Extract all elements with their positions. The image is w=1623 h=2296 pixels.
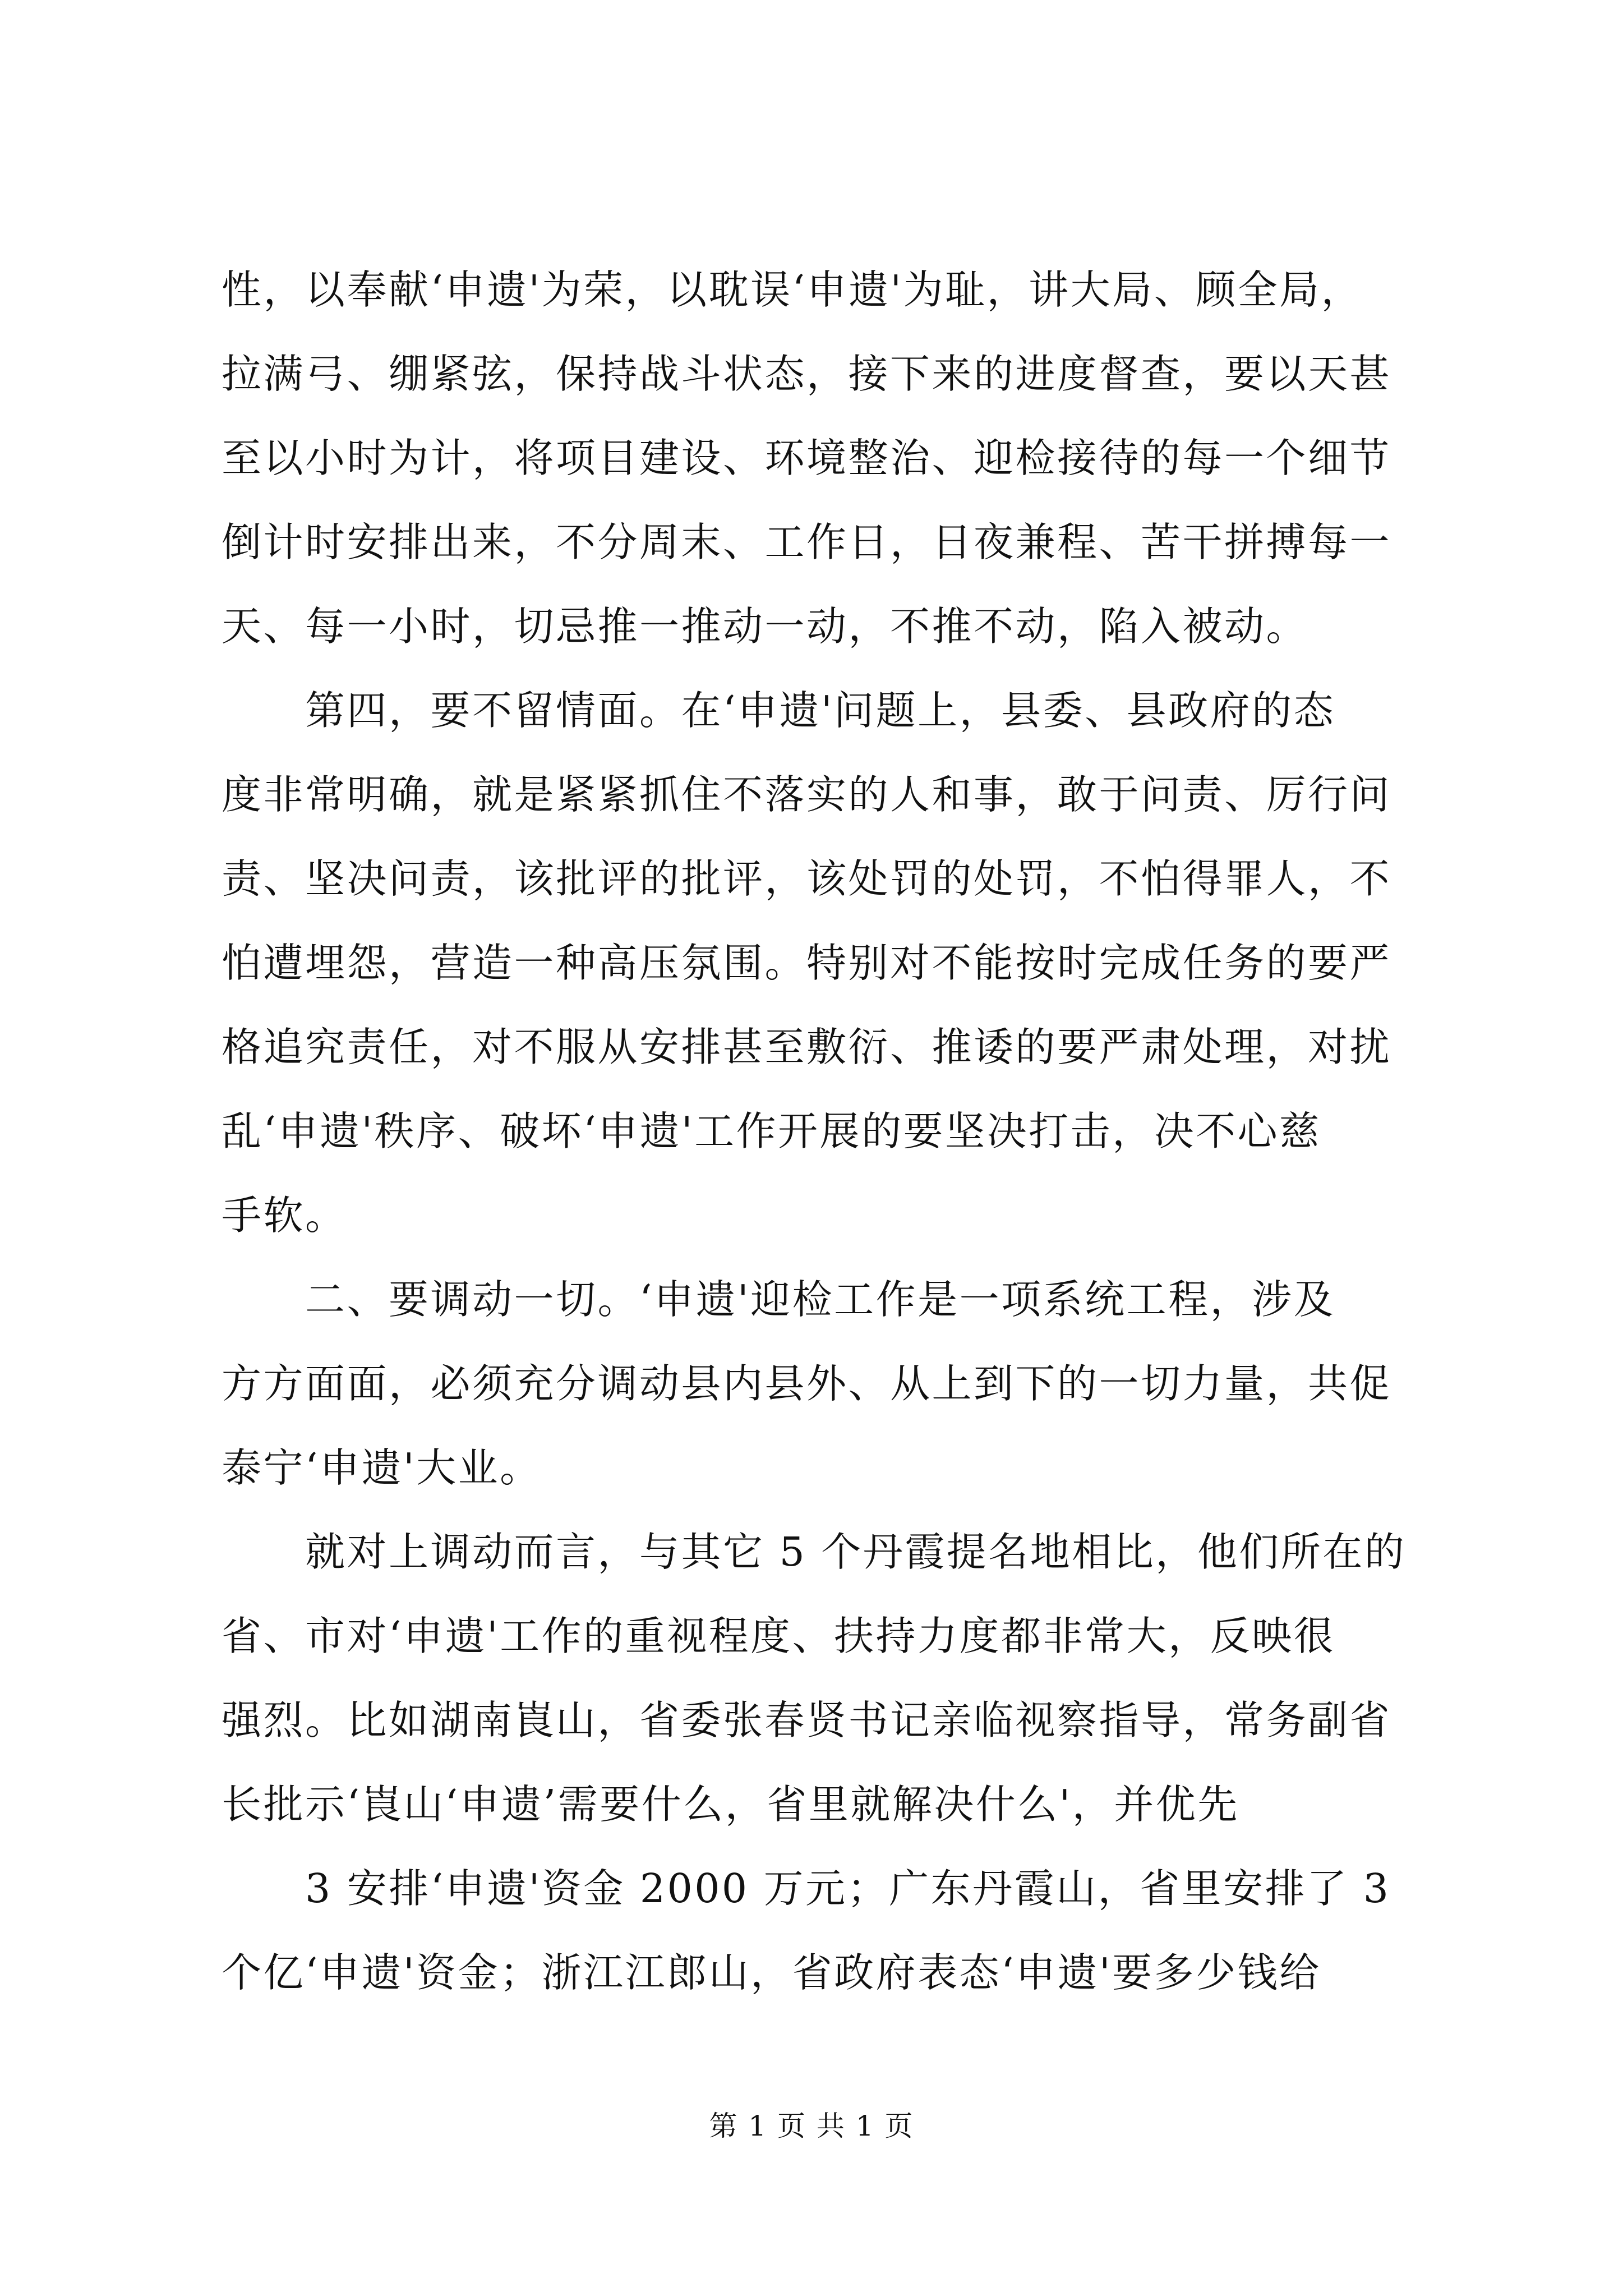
text-line: 乱‘申遗'秩序、破坏‘申遗'工作开展的要坚决打击，决不心慈 (222, 1108, 1321, 1154)
text-line: 就对上调动而言，与其它 5 个丹霞提名地相比，他们所在的 (222, 1529, 1407, 1575)
text-line: 个亿‘申遗'资金；浙江江郎山，省政府表态‘申遗'要多少钱给 (222, 1949, 1321, 1996)
text-line: 省、市对‘申遗'工作的重视程度、扶持力度都非常大，反映很 (222, 1613, 1336, 1659)
text-line: 天、每一小时，切忌推一推动一动，不推不动，陷入被动。 (222, 603, 1308, 650)
page-number-footer: 第 1 页 共 1 页 (709, 2110, 914, 2142)
text-line: 至以小时为计，将项目建设、环境整治、迎检接待的每一个细节 (222, 435, 1392, 481)
text-line: 拉满弓、绷紧弦，保持战斗状态，接下来的进度督查，要以天甚 (222, 351, 1392, 397)
text-line: 二、要调动一切。‘申遗'迎检工作是一项系统工程，涉及 (222, 1276, 1336, 1323)
text-line: 格追究责任，对不服从安排甚至敷衍、推诿的要严肃处理，对扰 (222, 1024, 1392, 1070)
text-line: 手软。 (222, 1192, 347, 1239)
text-line: 责、坚决问责，该批评的批评，该处罚的处罚，不怕得罪人，不 (222, 855, 1392, 902)
body-text (222, 248, 1408, 2015)
text-line: 度非常明确，就是紧紧抓住不落实的人和事，敢于问责、厉行问 (222, 771, 1392, 818)
text-line: 3 安排‘申遗'资金 2000 万元；广东丹霞山，省里安排了 3 (222, 1865, 1391, 1912)
text-line: 怕遭埋怨，营造一种高压氛围。特别对不能按时完成任务的要严 (222, 940, 1392, 986)
text-line: 强烈。比如湖南崀山，省委张春贤书记亲临视察指导，常务副省 (222, 1697, 1392, 1743)
text-line: 倒计时安排出来，不分周末、工作日，日夜兼程、苦干拼搏每一 (222, 519, 1392, 565)
text-line: 方方面面，必须充分调动县内县外、从上到下的一切力量，共促 (222, 1360, 1392, 1407)
text-line: 泰宁‘申遗'大业。 (222, 1444, 542, 1491)
text-line: 长批示‘崀山‘申遗’需要什么，省里就解决什么'，并优先 (222, 1781, 1239, 1828)
text-line: 性，以奉献‘申遗'为荣，以耽误‘申遗'为耻，讲大局、顾全局， (222, 266, 1363, 313)
text-line: 第四，要不留情面。在‘申遗'问题上，县委、县政府的态 (222, 687, 1336, 734)
